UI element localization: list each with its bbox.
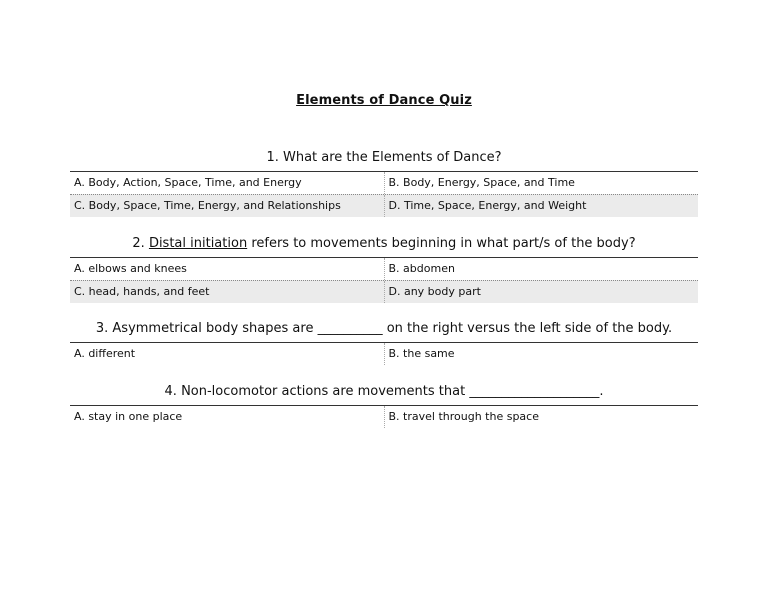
answer-row <box>70 406 698 428</box>
answers-3 <box>70 342 698 365</box>
question-number: 4. <box>164 384 177 399</box>
answer-option-d[interactable]: D. Time, Space, Energy, and Weight <box>384 195 699 217</box>
page-title: Elements of Dance Quiz <box>296 93 472 108</box>
question-1 <box>70 149 698 167</box>
question-4 <box>70 383 698 401</box>
question-text: Non-locomotor actions are movements that ____________________. <box>181 384 604 399</box>
answer-row <box>70 194 698 217</box>
question-number: 2. <box>132 236 145 251</box>
answer-option-b[interactable]: B. travel through the space <box>384 406 699 428</box>
answer-option-a[interactable]: A. stay in one place <box>74 410 183 423</box>
answer-option-b[interactable]: B. abdomen <box>384 258 699 280</box>
answer-option-c[interactable]: C. Body, Space, Time, Energy, and Relationships <box>74 199 341 212</box>
answer-row <box>70 343 698 365</box>
answer-option-d[interactable]: D. any body part <box>384 281 699 303</box>
answer-option-a[interactable]: A. different <box>74 347 136 360</box>
answer-option-a[interactable]: A. elbows and knees <box>74 262 187 275</box>
answer-option-c[interactable]: C. head, hands, and feet <box>74 285 210 298</box>
question-3 <box>70 320 698 338</box>
answer-option-b[interactable]: B. Body, Energy, Space, and Time <box>384 172 699 194</box>
question-underlined-term: Distal initiation <box>148 236 248 251</box>
answers-4 <box>70 405 698 428</box>
question-text: What are the Elements of Dance? <box>282 150 502 165</box>
answer-row <box>70 258 698 280</box>
question-text: Asymmetrical body shapes are __________ on the right versus the left side of the body. <box>112 321 673 336</box>
answers-2 <box>70 257 698 303</box>
answers-1 <box>70 171 698 217</box>
answer-row <box>70 172 698 194</box>
answer-row <box>70 280 698 303</box>
answer-option-a[interactable]: A. Body, Action, Space, Time, and Energy <box>74 176 302 189</box>
answer-option-b[interactable]: B. the same <box>384 343 699 365</box>
question-number: 3. <box>95 321 109 336</box>
question-text: refers to movements beginning in what part/s of the body? <box>251 236 636 251</box>
question-2 <box>70 235 698 253</box>
question-number: 1. <box>266 150 279 165</box>
